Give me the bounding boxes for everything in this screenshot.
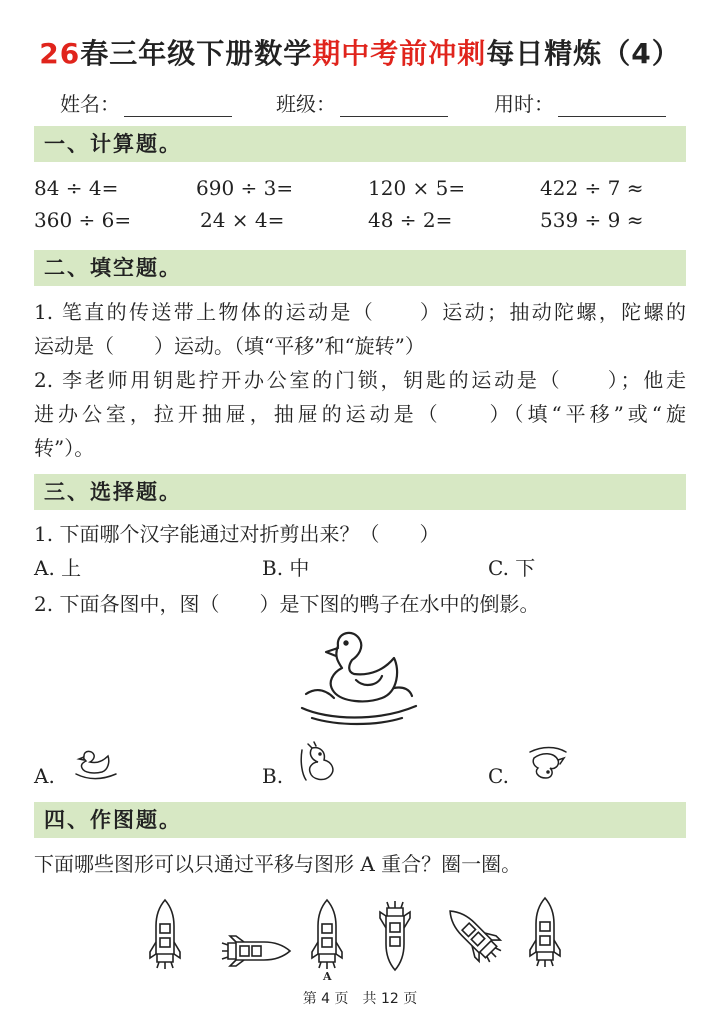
title-part1: 春三年级下册数学 (80, 37, 313, 70)
choice-q2: 2. 下面各图中，图（ ）是下图的鸭子在水中的倒影。 (34, 592, 540, 616)
duck-option-c[interactable] (524, 744, 570, 784)
choice-q1: 1. 下面哪个汉字能通过对折剪出来？（ ） (34, 522, 440, 546)
fill-line: 进办公室，拉开抽屉，抽屉的运动是（ ）（填“平移”或“旋 (34, 402, 686, 426)
choice-q2-c[interactable]: C. (488, 764, 509, 788)
name-label: 姓名： (60, 92, 120, 116)
rocket-figure-2[interactable] (222, 934, 292, 968)
calc-item: 539 ÷ 9 ≈ (540, 208, 644, 232)
choice-q1-c[interactable]: C. 下 (488, 556, 536, 580)
fill-line: 运动是（ ）运动。（填“平移”和“旋转”） (34, 334, 425, 358)
choice-q1-a[interactable]: A. 上 (34, 556, 82, 580)
time-label: 用时： (494, 92, 554, 116)
duck-figure (298, 626, 422, 726)
class-field (276, 88, 448, 117)
rocket-figure-6[interactable] (528, 896, 562, 970)
calc-item: 120 × 5= (368, 176, 466, 200)
choice-q1-b[interactable]: B. 中 (262, 556, 310, 580)
rocket-figure-1[interactable] (148, 898, 182, 972)
calc-item: 48 ÷ 2= (368, 208, 453, 232)
fill-line: 转”）。 (34, 436, 95, 460)
name-blank[interactable] (124, 98, 232, 117)
class-label: 班级： (276, 92, 336, 116)
section-fill-header: 二、填空题。 (34, 250, 686, 286)
choice-q2-a[interactable]: A. (34, 764, 55, 788)
fill-line: 2. 李老师用钥匙拧开办公室的门锁，钥匙的运动是（ ）；他走 (34, 368, 686, 392)
page-title (0, 32, 720, 72)
class-blank[interactable] (340, 98, 448, 117)
title-part3: 每日精炼（4） (486, 37, 681, 70)
time-field (494, 88, 666, 117)
section-calc-header: 一、计算题。 (34, 126, 686, 162)
title-highlight: 期中考前冲刺 (312, 37, 487, 70)
calc-item: 422 ÷ 7 ≈ (540, 176, 644, 200)
rocket-figure-4[interactable] (378, 898, 412, 972)
duck-option-a[interactable] (72, 748, 118, 782)
calc-item: 360 ÷ 6= (34, 208, 132, 232)
rocket-label-a: A (323, 970, 332, 983)
section-choice-header: 三、选择题。 (34, 474, 686, 510)
calc-item: 690 ÷ 3= (196, 176, 294, 200)
rocket-figure-a[interactable] (310, 898, 344, 972)
choice-q2-b[interactable]: B. (262, 764, 284, 788)
rocket-figure-5[interactable] (440, 902, 504, 964)
duck-option-b[interactable] (298, 742, 344, 784)
calc-item: 84 ÷ 4= (34, 176, 119, 200)
section-draw-header: 四、作图题。 (34, 802, 686, 838)
title-num: 26 (39, 37, 81, 70)
fill-line: 1. 笔直的传送带上物体的运动是（ ）运动；抽动陀螺，陀螺的 (34, 300, 686, 324)
draw-question: 下面哪些图形可以只通过平移与图形 A 重合？圈一圈。 (34, 852, 522, 876)
name-field (60, 88, 232, 117)
calc-item: 24 × 4= (200, 208, 285, 232)
time-blank[interactable] (558, 98, 666, 117)
page-footer: 第 4 页 共 12 页 (302, 991, 418, 1007)
